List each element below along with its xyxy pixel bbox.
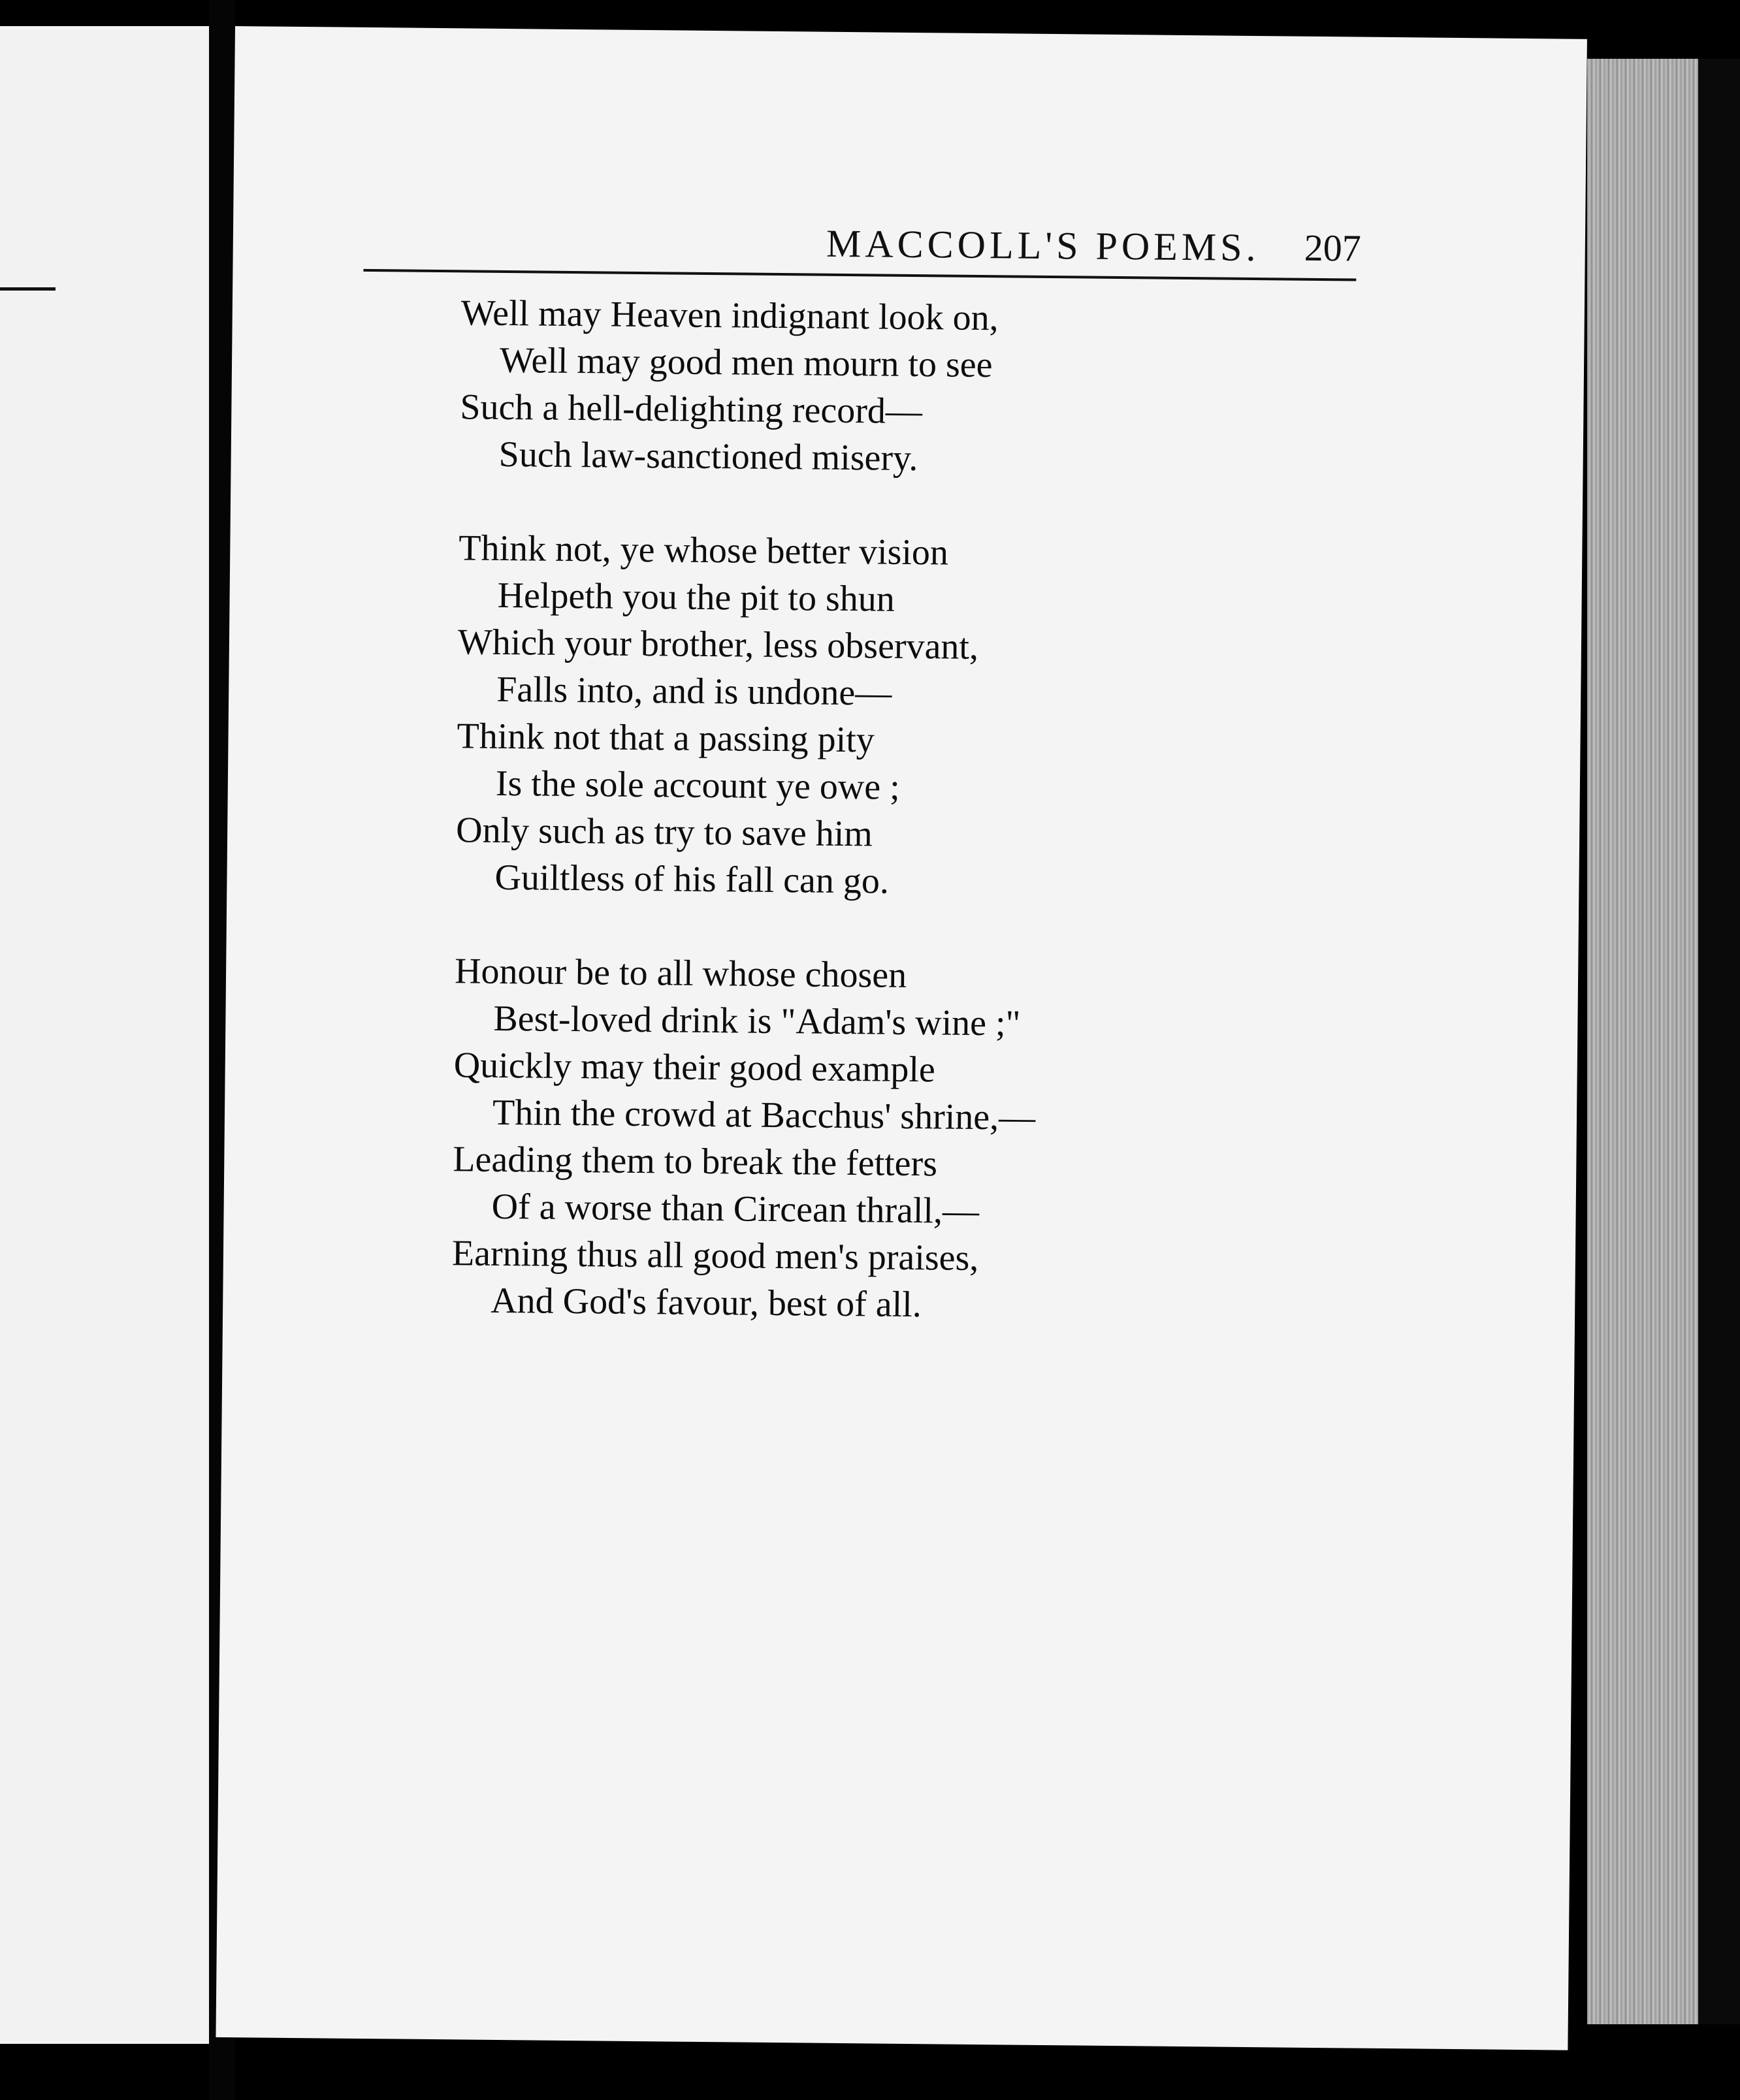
- poem-line: Think not that a passing pity: [457, 716, 875, 761]
- poem-line: Quickly may their good example: [453, 1045, 936, 1090]
- poem-line: Is the sole account ye owe ;: [495, 763, 901, 808]
- page-number: 207: [1304, 226, 1362, 270]
- header-rule: [363, 269, 1356, 281]
- poem-line: Of a worse than Circean thrall,—: [491, 1186, 980, 1232]
- facing-page-margin: [0, 26, 209, 2044]
- poem-line: Leading them to break the fetters: [453, 1139, 938, 1185]
- book-edge: [1698, 59, 1740, 2024]
- poem-line: Guiltless of his fall can go.: [494, 857, 890, 902]
- poem-line: Think not, ye whose better vision: [459, 528, 949, 573]
- poem-line: Best-loved drink is "Adam's wine ;": [493, 998, 1021, 1044]
- stanza: [455, 524, 1041, 906]
- stanza: [459, 289, 1043, 483]
- poem-line: Such law-sanctioned misery.: [498, 434, 918, 479]
- poem-line: Such a hell-delighting record—: [460, 387, 923, 432]
- poem-line: And God's favour, best of all.: [490, 1280, 922, 1326]
- poem-line: Earning thus all good men's praises,: [451, 1233, 979, 1279]
- stanza: [451, 947, 1037, 1329]
- poem-line: Only such as try to save him: [455, 810, 873, 855]
- facing-page-rule: [0, 287, 56, 291]
- poem-line: Which your brother, less observant,: [457, 622, 979, 667]
- poem-line: Thin the crowd at Bacchus' shrine,—: [492, 1092, 1036, 1138]
- page-edges: [1587, 59, 1698, 2024]
- running-title: MACCOLL'S POEMS.: [826, 221, 1260, 270]
- poem-line: Well may good men mourn to see: [499, 340, 993, 386]
- poem-line: Helpeth you the pit to shun: [497, 575, 895, 620]
- poem-line: Honour be to all whose chosen: [454, 951, 907, 996]
- page: [216, 26, 1587, 2050]
- poem-line: Well may Heaven indignant look on,: [460, 293, 999, 339]
- poem-line: Falls into, and is undone—: [496, 669, 892, 714]
- poem-body: [451, 289, 1043, 1376]
